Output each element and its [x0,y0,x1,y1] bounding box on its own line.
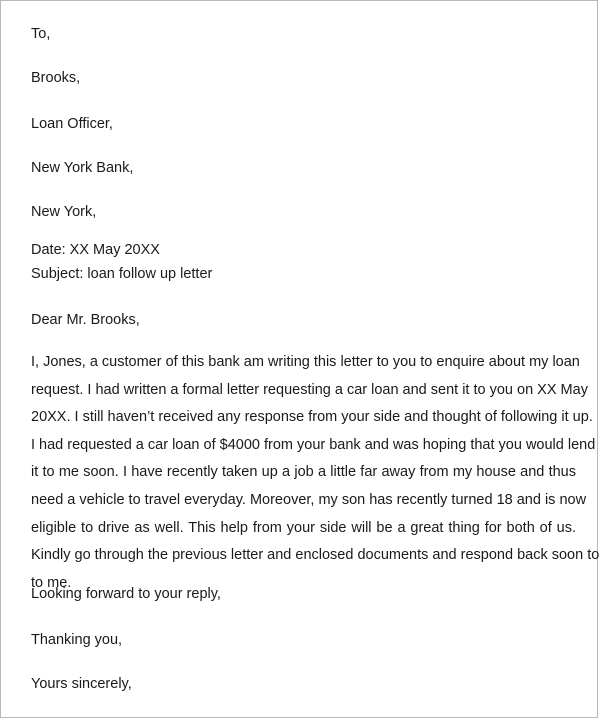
subject-line: Subject: loan follow up letter [31,266,213,282]
body-line: to me. [31,574,72,591]
body-line: I had requested a car loan of $4000 from your bank and was hoping that you would lend [31,436,596,453]
body-line: request. I had written a formal letter requesting a car loan and sent it to you on XX May [31,381,588,398]
recipient-title: Loan Officer, [31,116,113,132]
to-line: To, [31,26,51,42]
letter-body [31,349,600,597]
closing-looking-forward: Looking forward to your reply, [31,586,221,602]
salutation: Dear Mr. Brooks, [31,312,140,328]
date-line: Date: XX May 20XX [31,242,160,258]
body-line: Kindly go through the previous letter and enclosed documents and respond back soon to [31,547,600,564]
body-line: I, Jones, a customer of this bank am writing this letter to you to enquire about my loan [31,354,580,370]
body-line: 20XX. I still haven’t received any response from your side and thought of following it up. [31,409,593,426]
body-line: it to me soon. I have recently taken up a job a little far away from my house and thus [31,464,576,481]
city: New York, [31,204,97,220]
bank-name: New York Bank, [31,160,134,176]
body-line: eligible to drive as well. This help from your side will be a great thing for both of us. [31,519,576,536]
closing-sincerely: Yours sincerely, [31,676,132,692]
body-line: need a vehicle to travel everyday. Moreover, my son has recently turned 18 and is now [31,491,587,508]
closing-thanking: Thanking you, [31,632,123,648]
recipient-name: Brooks, [31,70,81,86]
